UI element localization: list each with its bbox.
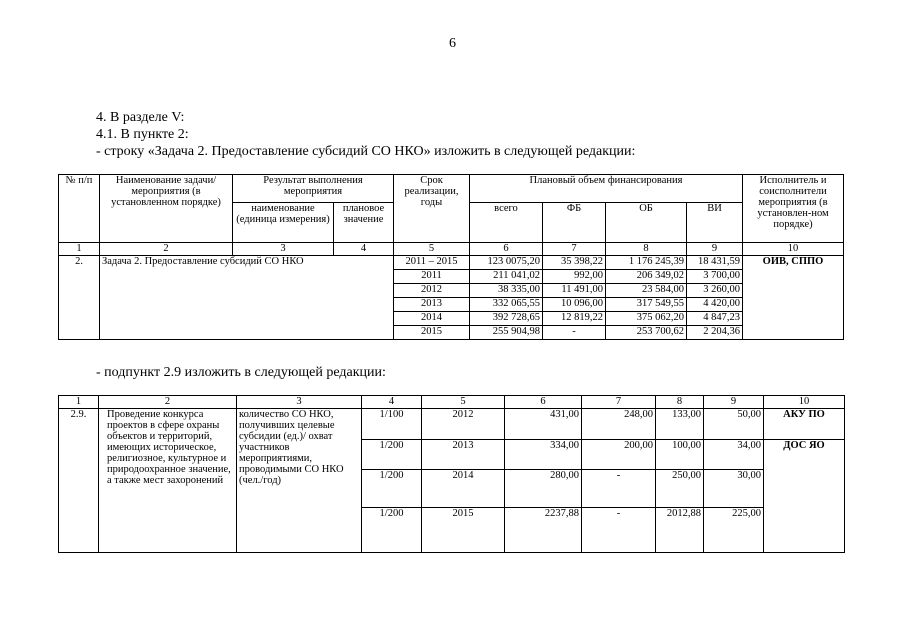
subsection-heading: 4.1. В пункте 2:	[96, 127, 189, 142]
colnum: 2	[99, 396, 237, 409]
vi-cell: 4 420,00	[687, 298, 743, 312]
total-cell: 211 041,02	[470, 270, 543, 284]
total-cell: 2237,88	[505, 508, 582, 553]
total-cell: 280,00	[505, 470, 582, 508]
ob-cell: 23 584,00	[606, 284, 687, 298]
colnum: 5	[422, 396, 505, 409]
fb-cell: -	[582, 470, 656, 508]
vi-cell: 4 847,23	[687, 312, 743, 326]
ob-cell: 206 349,02	[606, 270, 687, 284]
fb-cell: 35 398,22	[543, 256, 606, 270]
vi-cell: 30,00	[704, 470, 764, 508]
subitem-number: 2.9.	[59, 409, 99, 553]
vi-cell: 34,00	[704, 440, 764, 470]
ob-cell: 2012,88	[656, 508, 704, 553]
header-name: Наименование задачи/мероприятия (в установленном порядке)	[100, 175, 233, 243]
colnum: 5	[394, 243, 470, 256]
fb-cell: -	[582, 508, 656, 553]
colnum: 8	[656, 396, 704, 409]
colnum: 9	[687, 243, 743, 256]
colnum: 1	[59, 396, 99, 409]
vi-cell: 50,00	[704, 409, 764, 440]
colnum: 9	[704, 396, 764, 409]
header-executor: Исполнитель и соисполнители мероприятия (в установлен-ном порядке)	[743, 175, 844, 243]
ob-cell: 100,00	[656, 440, 704, 470]
ob-cell: 133,00	[656, 409, 704, 440]
header-num: № п/п	[59, 175, 100, 243]
colnum: 7	[543, 243, 606, 256]
fb-cell: 248,00	[582, 409, 656, 440]
section-heading: 4. В разделе V:	[96, 110, 185, 125]
plan-cell: 1/200	[362, 508, 422, 553]
year-cell: 2011 – 2015	[394, 256, 470, 270]
plan-cell: 1/100	[362, 409, 422, 440]
ob-cell: 375 062,20	[606, 312, 687, 326]
year-cell: 2015	[422, 508, 505, 553]
colnum: 4	[334, 243, 394, 256]
colnum: 6	[470, 243, 543, 256]
total-cell: 334,00	[505, 440, 582, 470]
ob-cell: 1 176 245,39	[606, 256, 687, 270]
total-cell: 255 904,98	[470, 326, 543, 340]
header-fb: ФБ	[543, 203, 606, 243]
instruction-line-2: - подпункт 2.9 изложить в следующей редакции:	[96, 365, 386, 380]
ob-cell: 253 700,62	[606, 326, 687, 340]
colnum: 1	[59, 243, 100, 256]
subitem-name: Проведение конкурса проектов в сфере охраны объектов и территорий, имеющих историческое, религиозное, культурное и природоохранное значение, а также мест захоронений	[99, 409, 237, 553]
page-number: 6	[449, 36, 456, 51]
header-result: Результат выполнения мероприятия	[233, 175, 394, 203]
fb-cell: 11 491,00	[543, 284, 606, 298]
colnum: 2	[100, 243, 233, 256]
vi-cell: 3 700,00	[687, 270, 743, 284]
year-cell: 2011	[394, 270, 470, 284]
year-cell: 2013	[394, 298, 470, 312]
total-cell: 123 0075,20	[470, 256, 543, 270]
ob-cell: 250,00	[656, 470, 704, 508]
colnum: 6	[505, 396, 582, 409]
task-2-table	[58, 174, 844, 340]
subitem-result: количество СО НКО, получивших целевые субсидии (ед.)/ охват участников мероприятиями, проводимыми СО НКО (чел./год)	[237, 409, 362, 553]
vi-cell: 18 431,59	[687, 256, 743, 270]
fb-cell: 10 096,00	[543, 298, 606, 312]
ob-cell: 317 549,55	[606, 298, 687, 312]
subitem-2-9-table	[58, 395, 845, 553]
header-term: Срок реализации, годы	[394, 175, 470, 243]
task-name: Задача 2. Предоставление субсидий СО НКО	[100, 256, 394, 340]
fb-cell: 992,00	[543, 270, 606, 284]
vi-cell: 2 204,36	[687, 326, 743, 340]
header-result-name: наименование (единица измерения)	[233, 203, 334, 243]
total-cell: 392 728,65	[470, 312, 543, 326]
plan-cell: 1/200	[362, 470, 422, 508]
colnum: 4	[362, 396, 422, 409]
plan-cell: 1/200	[362, 440, 422, 470]
year-cell: 2014	[422, 470, 505, 508]
colnum: 3	[233, 243, 334, 256]
instruction-line-1: - строку «Задача 2. Предоставление субсидий СО НКО» изложить в следующей редакции:	[96, 144, 636, 159]
year-cell: 2012	[422, 409, 505, 440]
total-cell: 38 335,00	[470, 284, 543, 298]
year-cell: 2012	[394, 284, 470, 298]
colnum: 3	[237, 396, 362, 409]
year-cell: 2014	[394, 312, 470, 326]
colnum: 7	[582, 396, 656, 409]
fb-cell: 200,00	[582, 440, 656, 470]
colnum: 10	[743, 243, 844, 256]
task-number: 2.	[59, 256, 100, 340]
header-finance: Плановый объем финансирования	[470, 175, 743, 203]
header-ob: ОБ	[606, 203, 687, 243]
executor-2: ДОС ЯО	[764, 440, 845, 553]
year-cell: 2015	[394, 326, 470, 340]
executor-1: АКУ ПО	[764, 409, 845, 440]
colnum: 8	[606, 243, 687, 256]
total-cell: 332 065,55	[470, 298, 543, 312]
header-vi: ВИ	[687, 203, 743, 243]
year-cell: 2013	[422, 440, 505, 470]
total-cell: 431,00	[505, 409, 582, 440]
header-total: всего	[470, 203, 543, 243]
vi-cell: 225,00	[704, 508, 764, 553]
task-executor: ОИВ, СППО	[743, 256, 844, 340]
fb-cell: 12 819,22	[543, 312, 606, 326]
header-result-plan: плановое значение	[334, 203, 394, 243]
vi-cell: 3 260,00	[687, 284, 743, 298]
colnum: 10	[764, 396, 845, 409]
fb-cell: -	[543, 326, 606, 340]
